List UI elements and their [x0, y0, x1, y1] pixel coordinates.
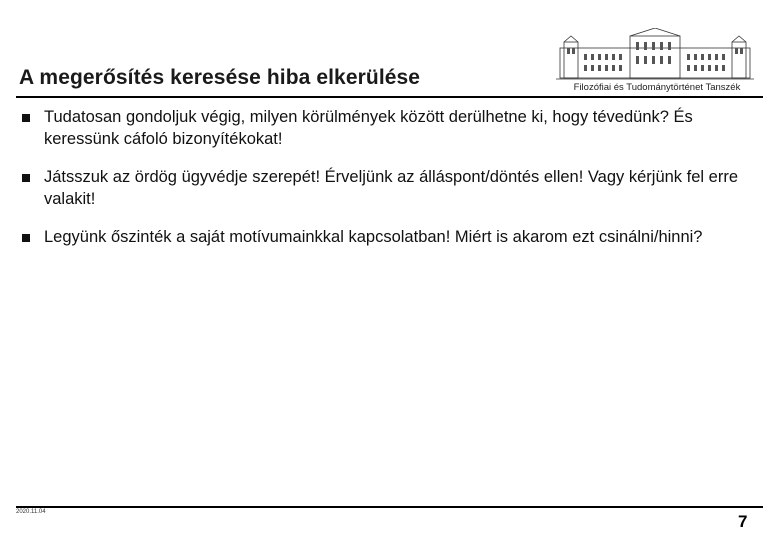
- bullet-item: [22, 226, 752, 248]
- bullet-item: [22, 106, 752, 150]
- bullet-item: [22, 166, 752, 210]
- page-number: 7: [738, 512, 748, 531]
- title-divider: [16, 96, 763, 98]
- bullet-text: Legyünk őszinték a saját motívumainkkal kapcsolatban! Miért is akarom ezt csinálni/hinni?: [44, 228, 703, 246]
- footer-date: 2020.11.04: [16, 509, 46, 515]
- square-bullet-icon: [22, 114, 30, 122]
- slide-title: A megerősítés keresése hiba elkerülése: [19, 66, 421, 89]
- square-bullet-icon: [22, 234, 30, 242]
- footer-divider: [16, 506, 763, 508]
- logo-caption: Filozófiai és Tudománytörténet Tanszék: [573, 82, 741, 93]
- bullet-text: Tudatosan gondoljuk végig, milyen körülmények között derülhetne ki, hogy tévedünk? És keressünk cáfoló bizonyítékokat!: [44, 108, 693, 148]
- bullet-text: Játsszuk az ördög ügyvédje szerepét! Érveljünk az álláspont/döntés ellen! Vagy kérjünk fel erre valakit!: [44, 168, 738, 208]
- bullet-list: [22, 106, 752, 264]
- square-bullet-icon: [22, 174, 30, 182]
